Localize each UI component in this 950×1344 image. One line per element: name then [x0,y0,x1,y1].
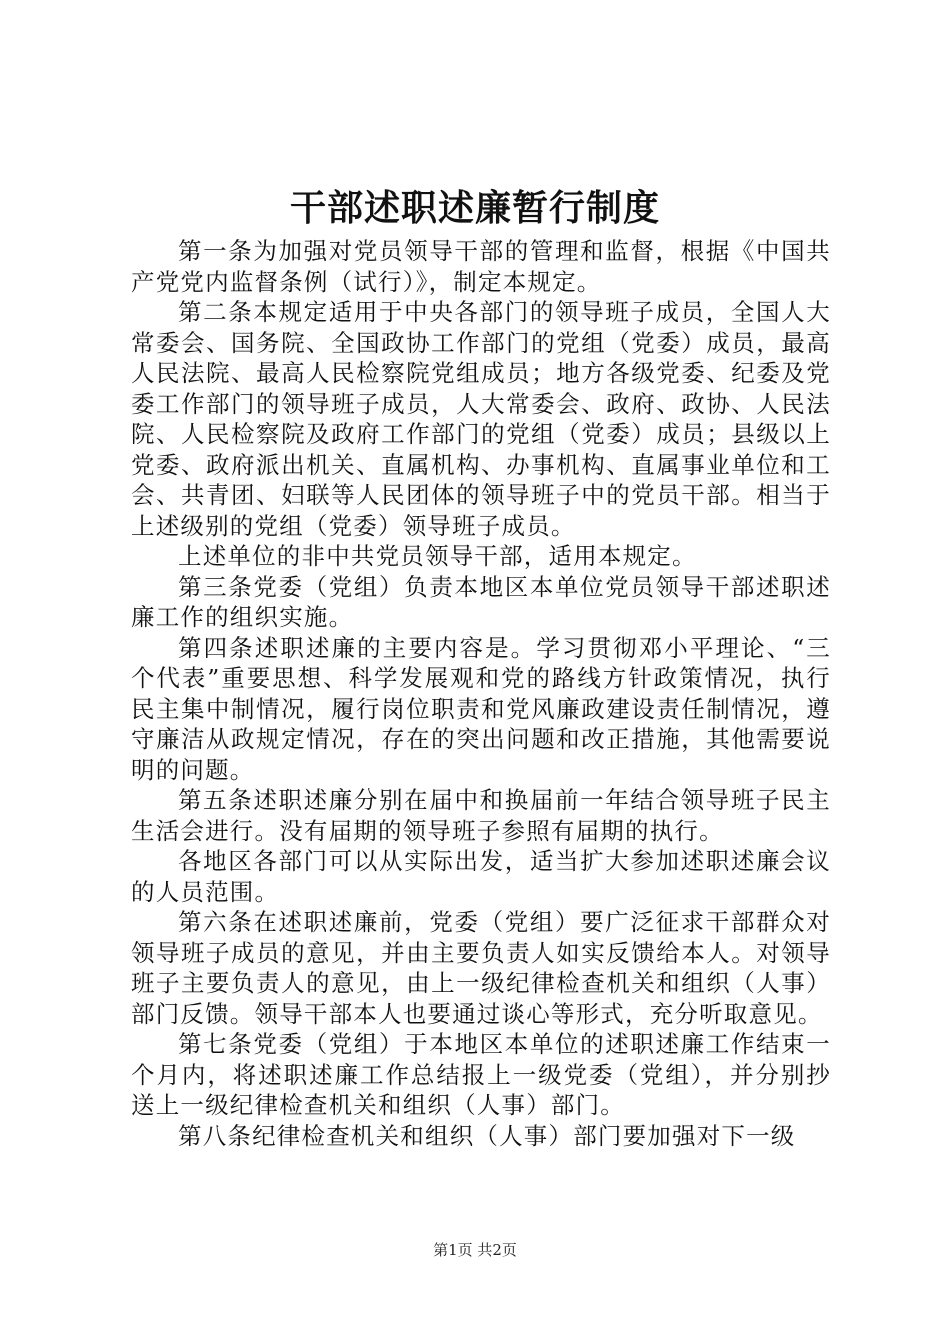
paragraph-article-5: 第五条述职述廉分别在届中和换届前一年结合领导班子民主生活会进行。没有届期的领导班子参照有届期的执行。 [131,786,831,845]
paragraph-article-7: 第七条党委（党组）于本地区本单位的述职述廉工作结束一个月内，将述职述廉工作总结报上一级党委（党组），并分别抄送上一级纪律检查机关和组织（人事）部门。 [131,1030,831,1119]
paragraph-article-8: 第八条纪律检查机关和组织（人事）部门要加强对下一级 [178,1121,796,1150]
paragraph-article-4: 第四条述职述廉的主要内容是。学习贯彻邓小平理论、“三个代表”重要思想、科学发展观和党的路线方针政策情况，执行民主集中制情况，履行岗位职责和党风廉政建设责任制情况，遵守廉洁从政规定情况，存在的突出问题和改正措施，其他需要说明的问题。 [131,633,831,784]
paragraph-article-5-note: 各地区各部门可以从实际出发，适当扩大参加述职述廉会议的人员范围。 [131,847,831,906]
document-body [131,236,831,1151]
paragraph-article-2-note: 上述单位的非中共党员领导干部，适用本规定。 [178,542,697,570]
paragraph-article-2: 第二条本规定适用于中央各部门的领导班子成员，全国人大常委会、国务院、全国政协工作部门的党组（党委）成员，最高人民法院、最高人民检察院党组成员；地方各级党委、纪委及党委工作部门的领导班子成员，人大常委会、政府、政协、人民法院、人民检察院及政府工作部门的党组（党委）成员；县级以上党委、政府派出机关、直属机构、办事机构、直属事业单位和工会、共青团、妇联等人民团体的领导班子中的党员干部。相当于上述级别的党组（党委）领导班子成员。 [131,298,831,540]
paragraph-article-1: 第一条为加强对党员领导干部的管理和监督，根据《中国共产党党内监督条例（试行）》，制定本规定。 [131,237,831,296]
page-total: 共2页 [477,1241,517,1259]
paragraph-article-6: 第六条在述职述廉前，党委（党组）要广泛征求干部群众对领导班子成员的意见，并由主要负责人如实反馈给本人。对领导班子主要负责人的意见，由上一级纪律检查机关和组织（人事）部门反馈。领导干部本人也要通过谈心等形式，充分听取意见。 [131,908,831,1028]
page-number: 第1页 [433,1241,473,1259]
page-footer [0,1240,950,1260]
paragraph-article-3: 第三条党委（党组）负责本地区本单位党员领导干部述职述廉工作的组织实施。 [131,572,831,631]
document-title: 干部述职述廉暂行制度 [289,187,660,229]
